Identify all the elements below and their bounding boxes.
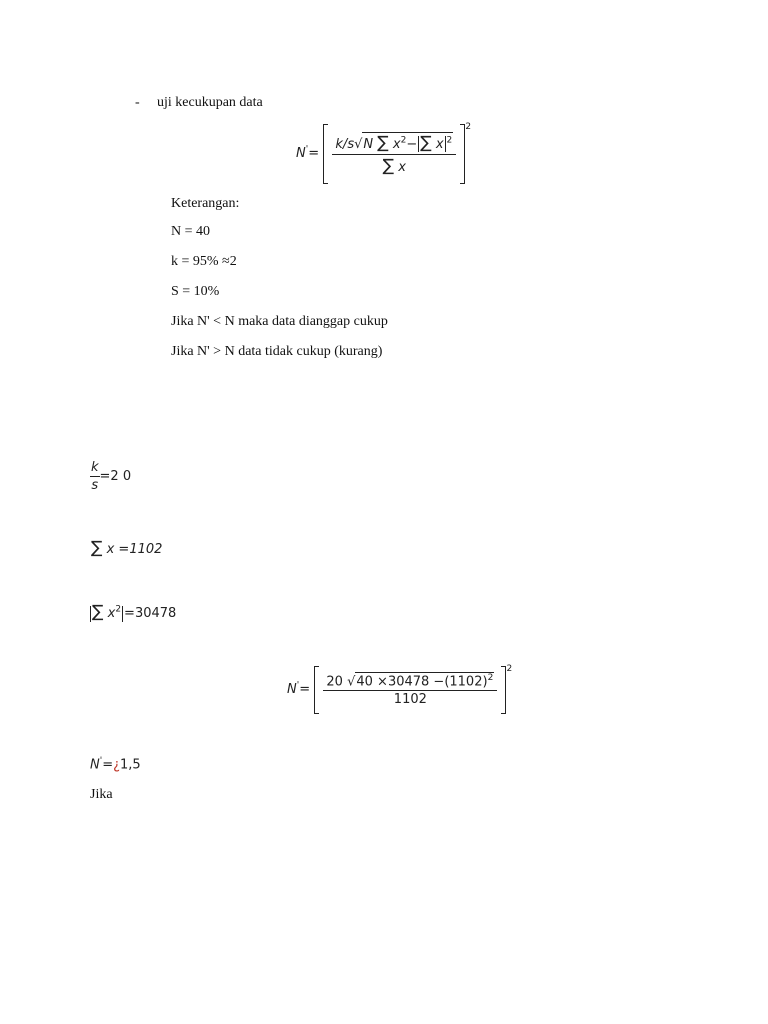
jika-text: Jika [90,787,113,802]
result-line: N'=¿1,5 [90,756,141,773]
formula-uji-kecukupan: N'= $\frac{k/s√N \sum x^2- \sum x ^2}{\sum x}$ $^2$ [296,122,471,184]
keterangan-line: k = 95% ≈2 [171,254,237,269]
right-bracket [460,124,465,184]
bullet-dash: - [135,95,140,110]
bullet-text: uji kecukupan data [157,95,263,110]
calc-sum-x: ∑ x =1102 [91,538,163,558]
fraction-denominator: 1102 [393,692,427,708]
calc-sum-x-squared: ∑ $x^2 =30478$ [92,602,177,622]
left-bracket [323,124,328,184]
outer-exponent: 2 [465,122,472,132]
keterangan-title: Keterangan: [171,196,240,211]
fraction-denominator: ∑ x [382,155,406,176]
error-mark: ¿ [113,757,121,773]
left-bracket [314,666,319,714]
formula-lhs: N [296,146,306,161]
keterangan-line: Jika N' < N maka data dianggap cukup [171,314,388,329]
formula-fraction [332,132,456,176]
keterangan-line: Jika N' > N data tidak cukup (kurang) [171,344,383,359]
sqrt-body: N ∑ $x^2-$ ∑ x $^2$ [363,132,453,153]
outer-exponent: 2 [506,664,513,674]
fraction-numerator: 20 $√40 \times 30478 -(1102)^2$ [323,672,497,691]
calc-k-over-s: $\frac{k}{s}$ =2 0 [91,460,132,493]
keterangan-line: N = 40 [171,224,211,239]
keterangan-line: S = 10% [171,284,220,299]
fraction-numerator: k/s√N ∑ $x^2-$ ∑ x $^2$ [332,132,456,155]
formula-substituted: N'= $\frac{20 √40 \times 30478 -(1102)^2}{1102}$ $^2$ [287,664,512,714]
formula-fraction [323,672,497,707]
